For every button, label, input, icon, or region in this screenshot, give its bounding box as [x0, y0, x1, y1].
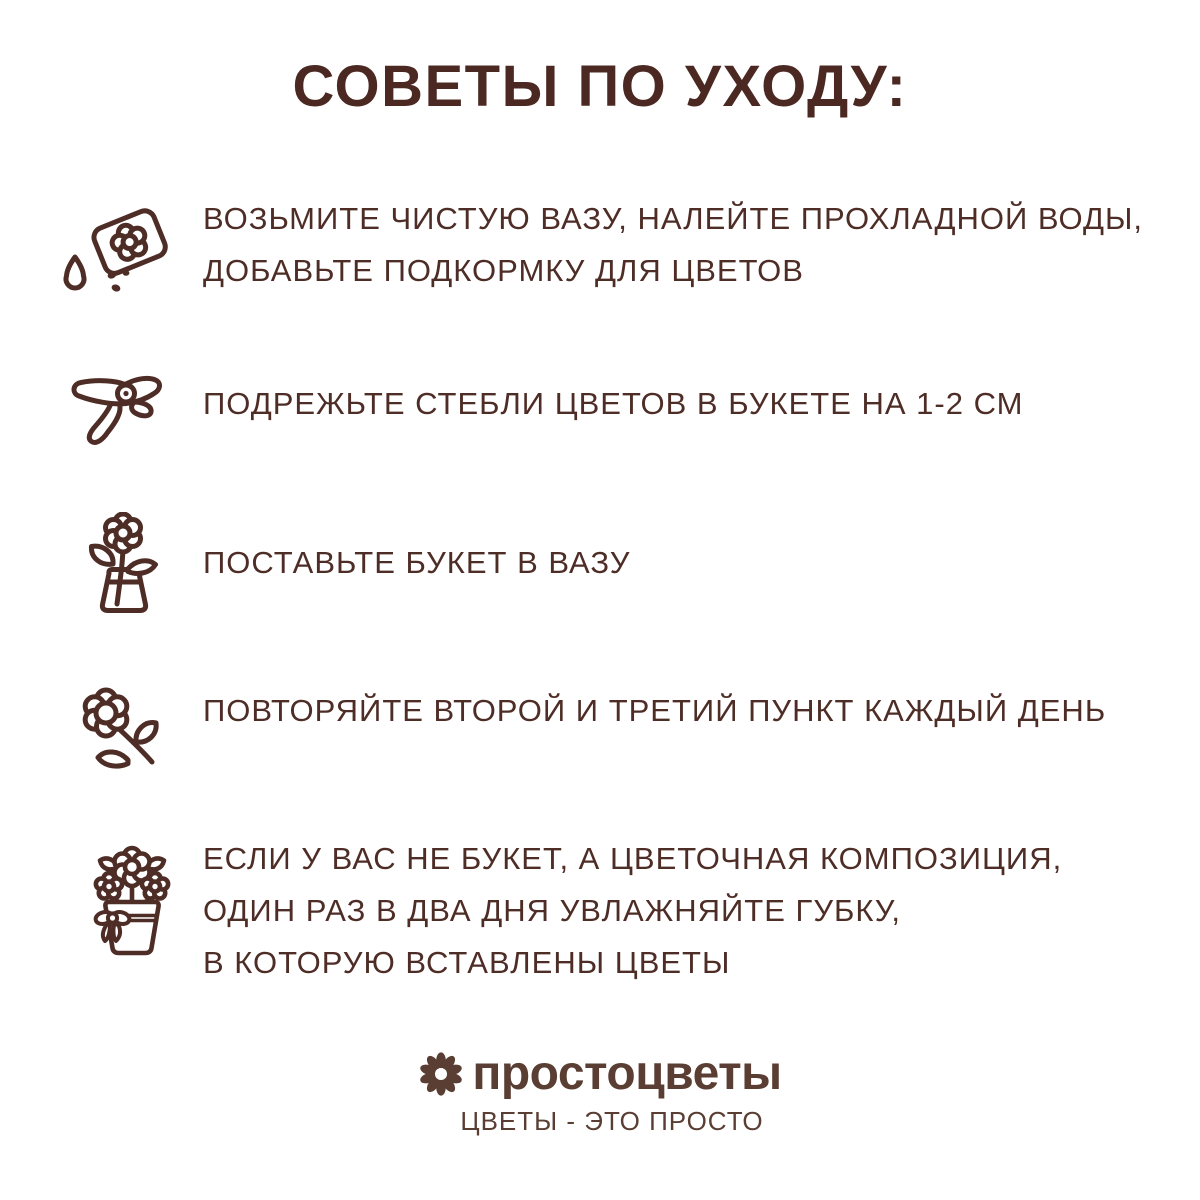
tip-text-line: ОДИН РАЗ В ДВА ДНЯ УВЛАЖНЯЙТЕ ГУБКУ,	[203, 893, 901, 928]
tip-3-icon-wrap	[60, 508, 203, 624]
tip-text-line: ПОСТАВЬТЕ БУКЕТ В ВАЗУ	[203, 545, 631, 580]
flower-pot-with-bow-icon	[80, 845, 184, 959]
tip-5-icon-wrap	[60, 830, 203, 959]
tip-1-text	[203, 188, 1150, 297]
tip-text-line: ЕСЛИ У ВАС НЕ БУКЕТ, А ЦВЕТОЧНАЯ КОМПОЗИЦИЯ,	[203, 841, 1063, 876]
tip-4-text	[203, 678, 1150, 737]
tip-5-text	[203, 830, 1150, 989]
tip-4-icon-wrap	[60, 678, 203, 778]
flower-in-vase-icon	[72, 512, 172, 624]
brand-flower-logo-icon	[418, 1051, 464, 1097]
flower-icon	[72, 682, 172, 778]
seed-packet-and-water-drop-icon	[60, 205, 172, 301]
tip-3-text	[203, 508, 1150, 589]
tip-2-text	[203, 362, 1150, 430]
tip-row-1	[60, 188, 1150, 301]
brand-footer	[0, 1047, 1200, 1137]
tip-row-5	[60, 830, 1150, 989]
brand-tagline: ЦВЕТЫ - ЭТО ПРОСТО	[460, 1106, 764, 1136]
tip-text-line: ПОВТОРЯЙТЕ ВТОРОЙ И ТРЕТИЙ ПУНКТ КАЖДЫЙ ДЕНЬ	[203, 693, 1107, 728]
tip-text-line: ВОЗЬМИТЕ ЧИСТУЮ ВАЗУ, НАЛЕЙТЕ ПРОХЛАДНОЙ ВОДЫ,	[203, 201, 1144, 236]
tip-2-icon-wrap	[60, 362, 203, 454]
tip-1-icon-wrap	[60, 188, 203, 301]
page-title: СОВЕТЫ ПО УХОДУ:	[292, 54, 908, 119]
tip-row-4	[60, 678, 1150, 778]
brand-name: простоцветы	[472, 1047, 782, 1100]
tip-text-line: ПОДРЕЖЬТЕ СТЕБЛИ ЦВЕТОВ В БУКЕТЕ НА 1-2 СМ	[203, 386, 1024, 421]
pruning-shears-icon	[64, 370, 168, 454]
tip-row-2	[60, 362, 1150, 454]
tip-row-3	[60, 508, 1150, 624]
tip-text-line: ДОБАВЬТЕ ПОДКОРМКУ ДЛЯ ЦВЕТОВ	[203, 253, 804, 288]
tip-text-line: В КОТОРУЮ ВСТАВЛЕНЫ ЦВЕТЫ	[203, 945, 731, 980]
brand-row	[418, 1047, 782, 1100]
